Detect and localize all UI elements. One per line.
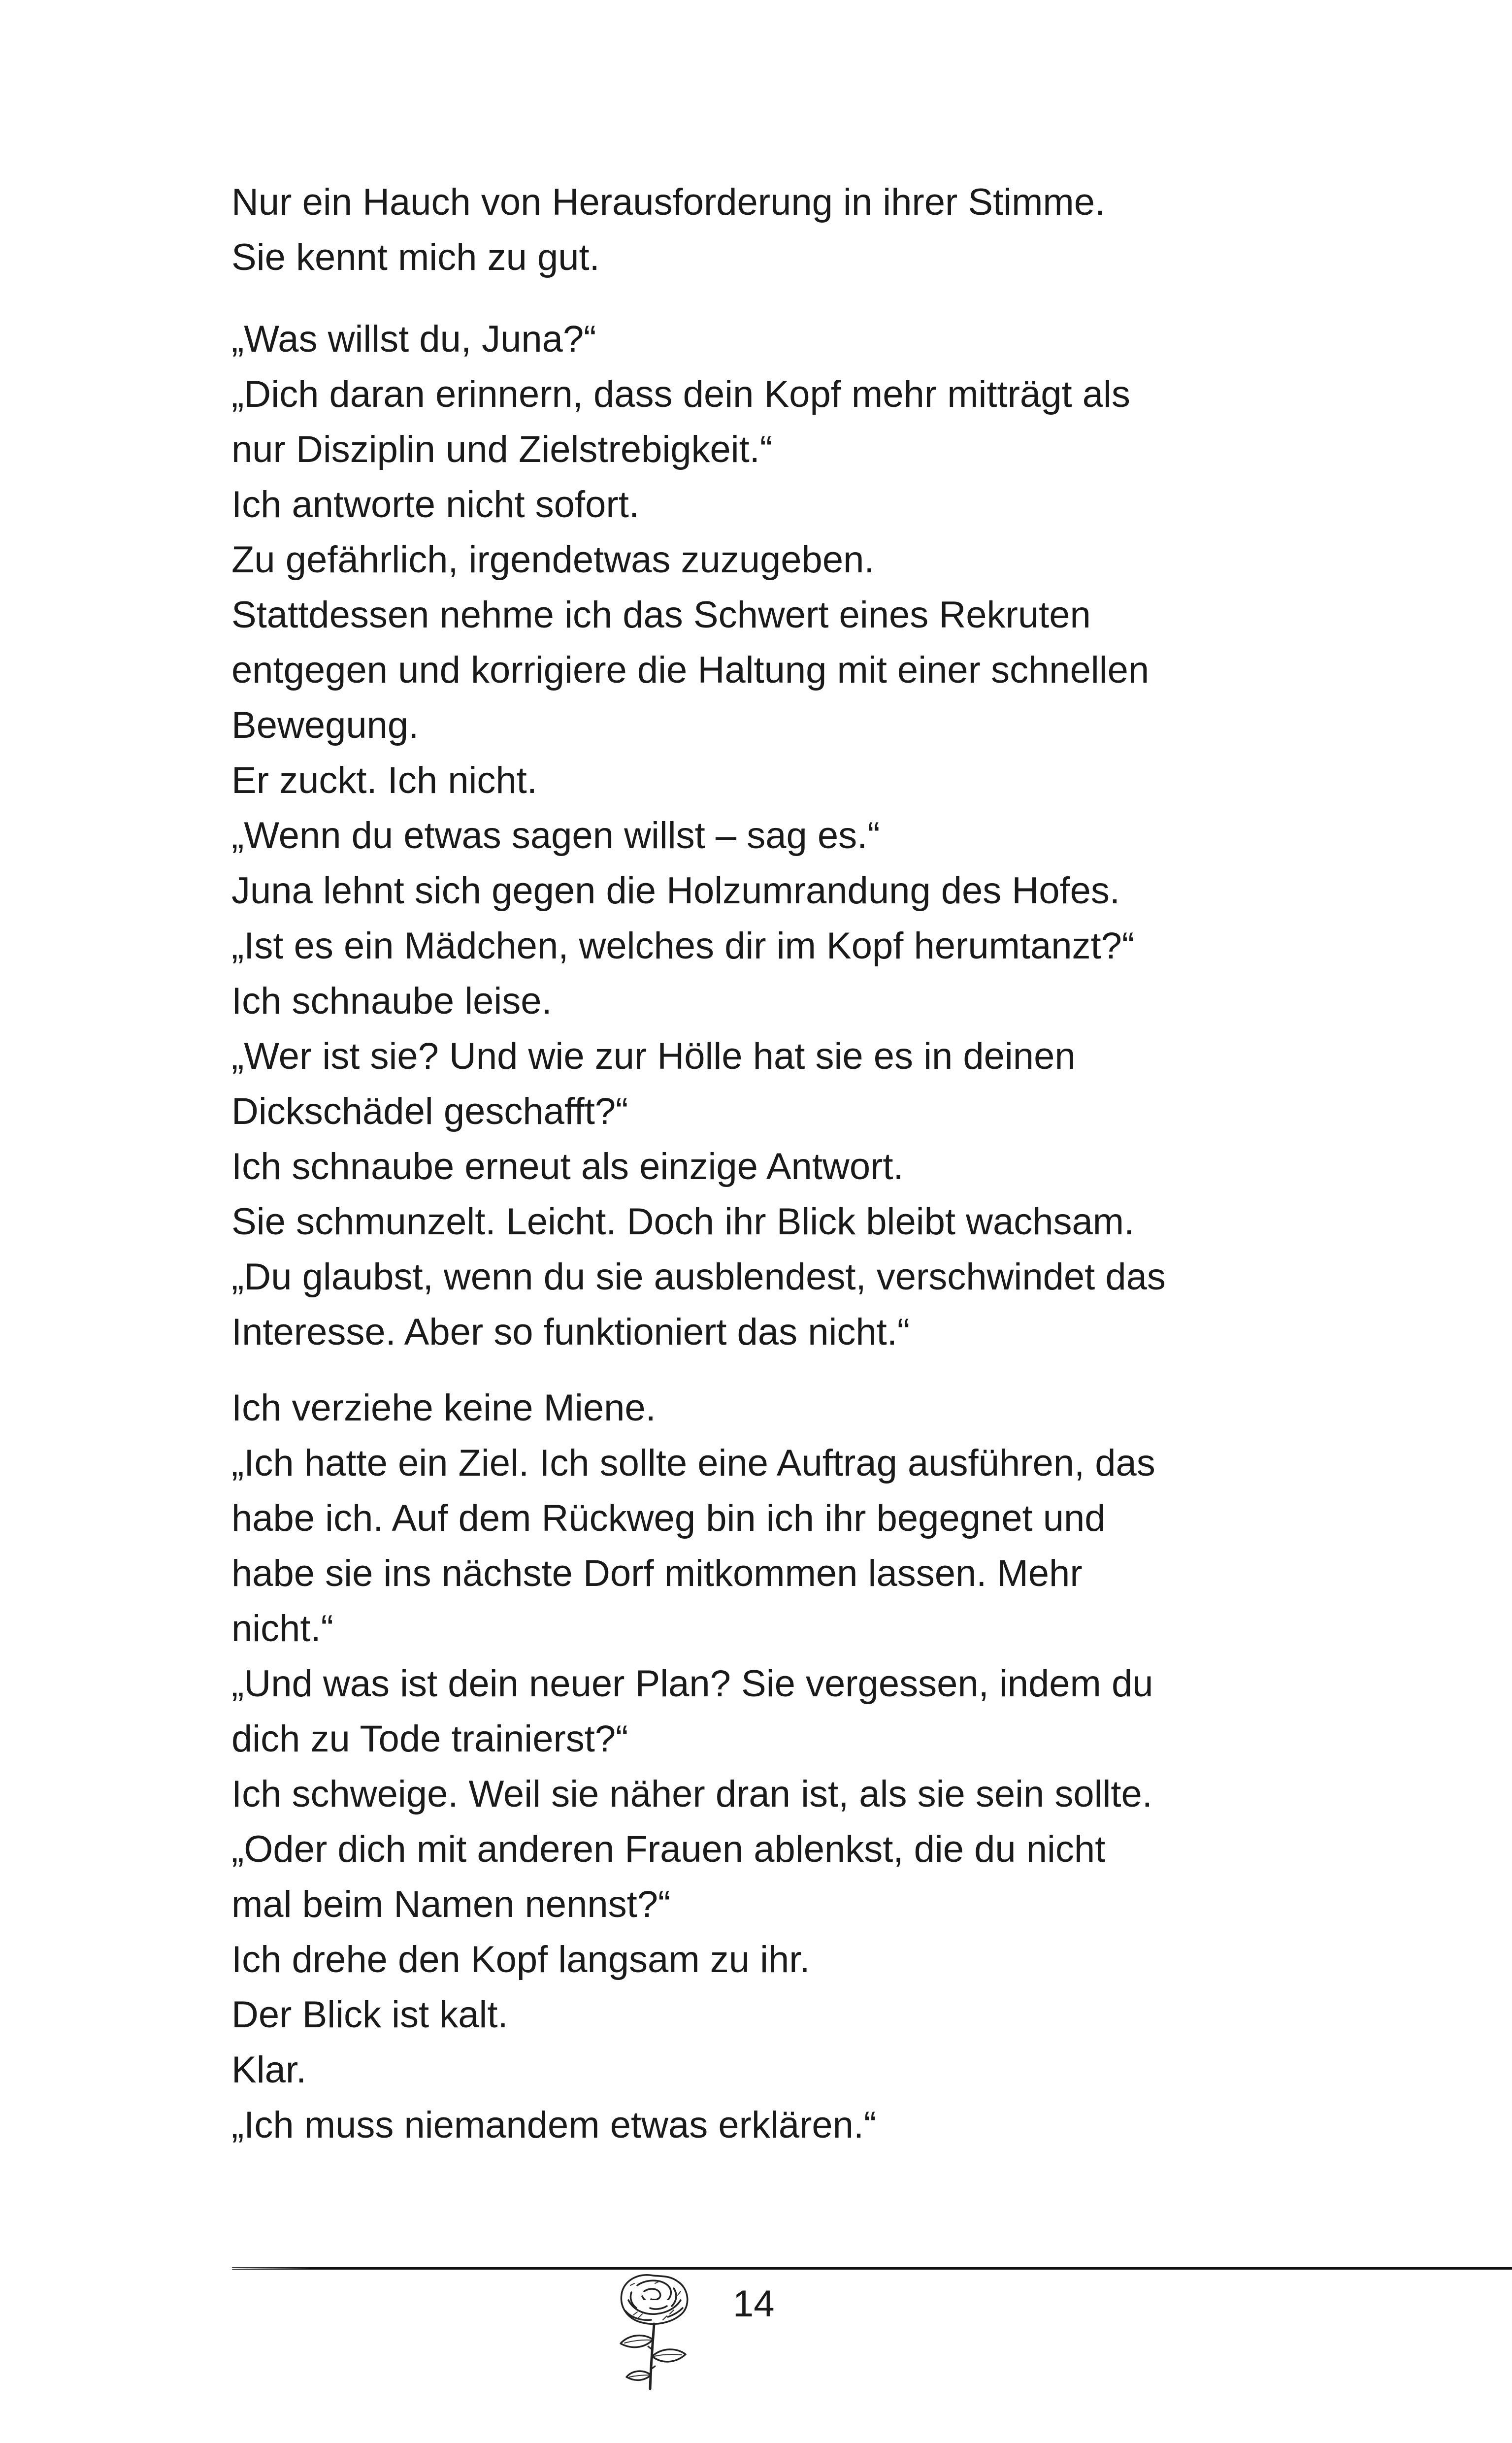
text-line: „Wenn du etwas sagen willst – sag es.“ xyxy=(231,815,880,857)
paragraph-2 xyxy=(231,312,1315,1360)
text-line: „Ist es ein Mädchen, welches dir im Kopf herumtanzt?“ xyxy=(231,925,1135,967)
text-line: nur Disziplin und Zielstrebigkeit.“ xyxy=(231,429,773,470)
text-line: Sie schmunzelt. Leicht. Doch ihr Blick bleibt wachsam. xyxy=(231,1201,1135,1243)
text-line: Ich antworte nicht sofort. xyxy=(231,484,639,526)
text-line: Ich schnaube erneut als einzige Antwort. xyxy=(231,1146,904,1188)
text-line: „Dich daran erinnern, dass dein Kopf mehr mitträgt als xyxy=(231,373,1130,415)
text-line: Ich verziehe keine Miene. xyxy=(231,1387,656,1429)
text-line: „Du glaubst, wenn du sie ausblendest, verschwindet das xyxy=(231,1256,1166,1298)
text-line: Sie kennt mich zu gut. xyxy=(231,236,600,278)
page-number: 14 xyxy=(733,2283,775,2325)
text-line: entgegen und korrigiere die Haltung mit einer schnellen xyxy=(231,649,1150,691)
text-line: „Und was ist dein neuer Plan? Sie vergessen, indem du xyxy=(231,1663,1153,1705)
text-line: „Was willst du, Juna?“ xyxy=(231,318,596,360)
text-line: „Ich muss niemandem etwas erklären.“ xyxy=(231,2104,877,2146)
paragraph-3 xyxy=(231,1381,1315,2153)
text-line: Zu gefährlich, irgendetwas zuzugeben. xyxy=(231,539,875,581)
text-line: Klar. xyxy=(231,2049,307,2091)
text-line: Ich schnaube leise. xyxy=(231,980,552,1022)
text-line: dich zu Tode trainierst?“ xyxy=(231,1718,628,1760)
text-line: „Ich hatte ein Ziel. Ich sollte eine Auftrag ausführen, das xyxy=(231,1442,1155,1484)
paragraph-1 xyxy=(231,175,1315,285)
text-line: Dickschädel geschafft?“ xyxy=(231,1090,628,1132)
text-line: „Oder dich mit anderen Frauen ablenkst, die du nicht xyxy=(231,1828,1106,1870)
text-line: Ich drehe den Kopf langsam zu ihr. xyxy=(231,1939,810,1981)
text-line: habe sie ins nächste Dorf mitkommen lassen. Mehr xyxy=(231,1552,1083,1594)
rose-icon xyxy=(609,2266,697,2394)
text-line: mal beim Namen nennst?“ xyxy=(231,1883,671,1925)
text-line: Ich schweige. Weil sie näher dran ist, als sie sein sollte. xyxy=(231,1773,1152,1815)
text-line: nicht.“ xyxy=(231,1608,333,1650)
text-line: habe ich. Auf dem Rückweg bin ich ihr begegnet und xyxy=(231,1497,1106,1539)
text-line: Der Blick ist kalt. xyxy=(231,1994,508,2036)
text-line: Stattdessen nehme ich das Schwert eines Rekruten xyxy=(231,594,1091,636)
text-line: Bewegung. xyxy=(231,704,419,746)
text-line: Juna lehnt sich gegen die Holzumrandung des Hofes. xyxy=(231,870,1120,912)
text-line: Interesse. Aber so funktioniert das nicht.“ xyxy=(231,1311,910,1353)
footer-divider xyxy=(231,2267,1512,2270)
text-line: Er zuckt. Ich nicht. xyxy=(231,759,537,801)
text-line: Nur ein Hauch von Herausforderung in ihrer Stimme. xyxy=(231,181,1106,223)
text-line: „Wer ist sie? Und wie zur Hölle hat sie es in deinen xyxy=(231,1035,1076,1077)
